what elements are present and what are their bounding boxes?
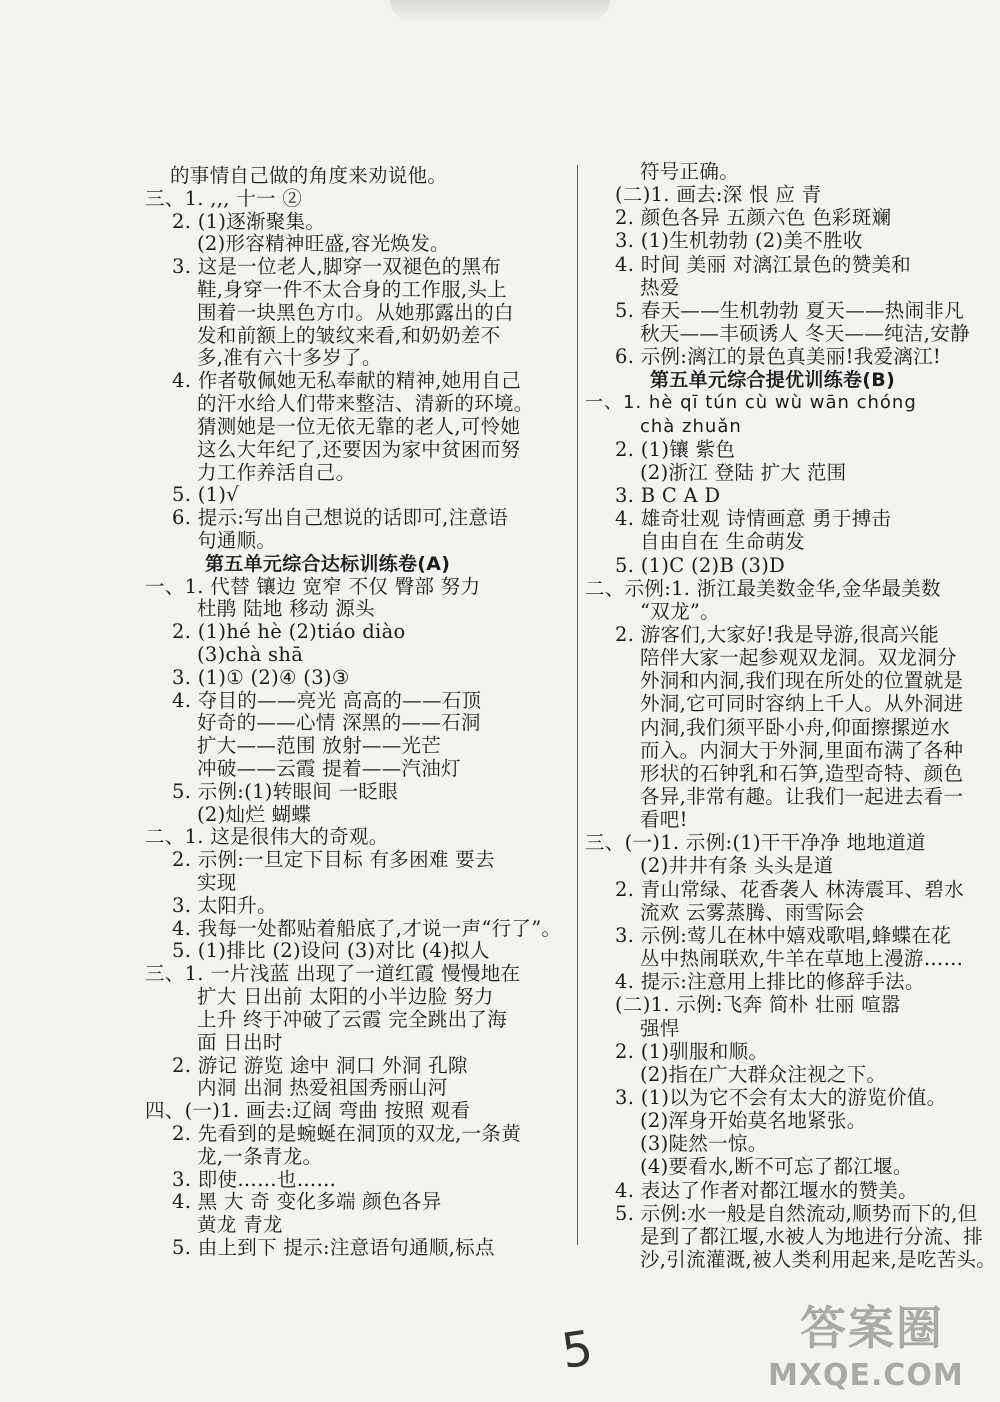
text-line: 2. 示例:一旦定下目标 有多困难 要去	[172, 848, 495, 871]
text-line: 3. (1)生机勃勃 (2)美不胜收	[615, 229, 863, 252]
text-line: 围着一块黑色方巾。从她那露出的白	[197, 301, 514, 324]
text-line: 的事情自己做的角度来劝说他。	[170, 164, 448, 187]
text-line: 2. 青山常绿、花香袭人 林涛震耳、碧水	[615, 878, 965, 901]
text-line: 内洞 出洞 热爱祖国秀丽山河	[197, 1076, 448, 1099]
text-line: 5. 示例:(1)转眼间 一眨眼	[172, 780, 398, 803]
text-line: 杜鹃 陆地 移动 源头	[197, 597, 375, 620]
text-line: (2)浑身开始莫名地紧张。	[640, 1109, 867, 1132]
text-line: 龙,一条青龙。	[197, 1145, 323, 1168]
text-line: 3. B C A D	[615, 484, 721, 507]
watermark-url: MXQE.COM	[768, 1358, 964, 1393]
text-line: 沙,引流灌溉,被人类利用起来,是吃苦头。	[640, 1248, 997, 1271]
watermark-logo	[760, 1300, 992, 1396]
text-line: 符号正确。	[640, 160, 740, 183]
text-line: 的汗水给人们带来整洁、清新的环境。	[197, 392, 534, 415]
text-line: 热爱	[640, 276, 680, 299]
text-line: 流欢 云雾蒸腾、雨雪际会	[640, 901, 865, 924]
text-line: 秋天——丰硕诱人 冬天——纯洁,安静	[640, 322, 970, 345]
text-line: 2. 游客们,大家好!我是导游,很高兴能	[615, 623, 940, 646]
text-line: (3)陡然一惊。	[640, 1132, 768, 1155]
text-line: 3. (1)① (2)④ (3)③	[172, 666, 350, 689]
text-line: 形状的石钟乳和石笋,造型奇特、颜色	[640, 762, 964, 785]
text-line: 各异,非常有趣。让我们一起进去看一	[640, 785, 964, 808]
text-line: 四、(一)1. 画去:辽阔 弯曲 按照 观看	[145, 1099, 471, 1122]
text-line: 黄龙 青龙	[197, 1213, 283, 1236]
text-line: 猜测她是一位无依无靠的老人,可怜她	[197, 415, 521, 438]
scan-smudge	[390, 0, 610, 22]
text-line: 丛中热闹联欢,牛羊在草地上漫游……	[640, 947, 964, 970]
text-line: 句通顺。	[197, 529, 277, 552]
text-line: 3. 这是一位老人,脚穿一双褪色的黑布	[172, 255, 502, 278]
text-line: 4. 表达了作者对都江堰水的赞美。	[615, 1179, 918, 1202]
text-line: (2)井井有条 头头是道	[640, 854, 834, 877]
text-line: (二)1. 画去:深 恨 应 青	[615, 183, 822, 206]
text-line: 冲破——云霞 提着——汽油灯	[197, 757, 461, 780]
text-line: 三、1. ,,, 十一 ②	[145, 187, 303, 210]
text-line: 陪伴大家一起参观双龙洞。双龙洞分	[640, 646, 957, 669]
text-line: 是到了都江堰,水被人为地进行分流、排	[640, 1225, 984, 1248]
text-line: 4. 时间 美丽 对漓江景色的赞美和	[615, 253, 912, 276]
text-line: 多,准有六十多岁了。	[197, 346, 382, 369]
text-line: 4. 黑 大 奇 变化多端 颜色各异	[172, 1190, 442, 1213]
text-line: 5. 春天——生机勃勃 夏天——热闹非凡	[615, 299, 965, 322]
text-line: 面 日出时	[197, 1031, 283, 1054]
text-line: 二、1. 这是很伟大的奇观。	[145, 825, 389, 848]
section-title: 第五单元综合提优训练卷(B)	[650, 369, 896, 391]
text-line: 5. (1)C (2)B (3)D	[615, 554, 786, 577]
text-line: (2)灿烂 蝴蝶	[197, 803, 312, 826]
text-line: 强悍	[640, 1017, 680, 1040]
text-line: 发和前额上的皱纹来看,和奶奶差不	[197, 324, 501, 347]
text-line: (2)形容精神旺盛,容光焕发。	[197, 232, 450, 255]
text-line: 外洞和内洞,我们现在所处的位置就是	[640, 669, 964, 692]
text-line: 6. 提示:写出自己想说的话即可,注意语	[172, 506, 509, 529]
text-line: 力工作养活自己。	[197, 461, 356, 484]
text-line: 一、1. hè qī tún cù wù wān chóng	[585, 392, 917, 413]
text-line: 这么大年纪了,还要因为家中贫困而努	[197, 438, 521, 461]
text-line: 5. (1)排比 (2)设问 (3)对比 (4)拟人	[172, 939, 490, 962]
text-line: 4. 雄奇壮观 诗情画意 勇于搏击	[615, 507, 892, 530]
text-line: 2. 先看到的是蜿蜒在洞顶的双龙,一条黄	[172, 1122, 522, 1145]
text-line: “双龙”。	[640, 600, 720, 623]
text-line: 二、示例:1. 浙江最美数金华,金华最美数	[585, 577, 941, 600]
page-number: 5	[558, 1320, 597, 1380]
text-line: 2. (1)逐渐聚集。	[172, 210, 326, 233]
text-line: 三、1. 一片浅蓝 出现了一道红霞 慢慢地在	[145, 962, 521, 985]
text-line: 4. 夺目的——亮光 高高的——石顶	[172, 689, 482, 712]
text-line: 4. 我每一处都贴着船底了,才说一声“行了”。	[172, 917, 562, 940]
text-line: 4. 作者敬佩她无私奉献的精神,她用自己	[172, 369, 522, 392]
text-line: 鞋,身穿一件不太合身的工作服,头上	[197, 278, 507, 301]
text-line: (2)浙江 登陆 扩大 范围	[640, 461, 847, 484]
text-line: 2. (1)hé hè (2)tiáo diào	[172, 620, 406, 643]
text-line: (4)要看水,断不可忘了都江堰。	[640, 1155, 913, 1178]
text-line: 3. 即使……也……	[172, 1168, 337, 1191]
column-divider	[577, 165, 578, 1245]
text-line: (二)1. 示例:飞奔 简朴 壮丽 喧嚣	[615, 993, 901, 1016]
text-line: 3. 太阳升。	[172, 894, 277, 917]
text-line: 4. 提示:注意用上排比的修辞手法。	[615, 970, 925, 993]
text-line: 2. (1)镶 紫色	[615, 438, 736, 461]
watermark-title: 答案圈	[800, 1301, 944, 1355]
text-line: 自由自在 生命萌发	[640, 530, 805, 553]
text-line: 实现	[197, 871, 237, 894]
text-line: 而入。内洞大于外洞,里面布满了各种	[640, 739, 964, 762]
section-title: 第五单元综合达标训练卷(A)	[205, 553, 451, 575]
text-line: 扩大 日出前 太阳的小半边脸 努力	[197, 985, 494, 1008]
text-line: 外洞,它可同时容纳上千人。从外洞进	[640, 692, 964, 715]
text-line: (3)chà shā	[197, 643, 304, 666]
text-line: 5. (1)√	[172, 483, 239, 506]
text-line: 2. (1)驯服和顺。	[615, 1040, 769, 1063]
text-line: 5. 由上到下 提示:注意语句通顺,标点	[172, 1236, 495, 1259]
text-line: 3. (1)以为它不会有太大的游览价值。	[615, 1086, 947, 1109]
text-line: chà zhuǎn	[640, 416, 742, 437]
text-line: 看吧!	[640, 808, 688, 831]
text-line: 一、1. 代替 镶边 宽窄 不仅 臀部 努力	[145, 575, 481, 598]
text-line: 好奇的——心情 深黑的——石洞	[197, 711, 481, 734]
text-line: 5. 示例:水一般是自然流动,顺势而下的,但	[615, 1202, 978, 1225]
text-line: 3. 示例:莺儿在林中嬉戏歌唱,蜂蝶在花	[615, 924, 952, 947]
text-line: 扩大——范围 放射——光芒	[197, 734, 442, 757]
text-line: 6. 示例:漓江的景色真美丽!我爱漓江!	[615, 345, 942, 368]
text-line: 上升 终于冲破了云霞 完全跳出了海	[197, 1008, 507, 1031]
text-line: 内洞,我们须平卧小舟,仰面擦摞逆水	[640, 716, 950, 739]
text-line: (2)指在广大群众注视之下。	[640, 1063, 887, 1086]
text-line: 2. 游记 游览 途中 洞口 外洞 孔隙	[172, 1054, 468, 1077]
text-line: 2. 颜色各异 五颜六色 色彩斑斓	[615, 206, 892, 229]
text-line: 三、(一)1. 示例:(1)干干净净 地地道道	[585, 831, 926, 854]
